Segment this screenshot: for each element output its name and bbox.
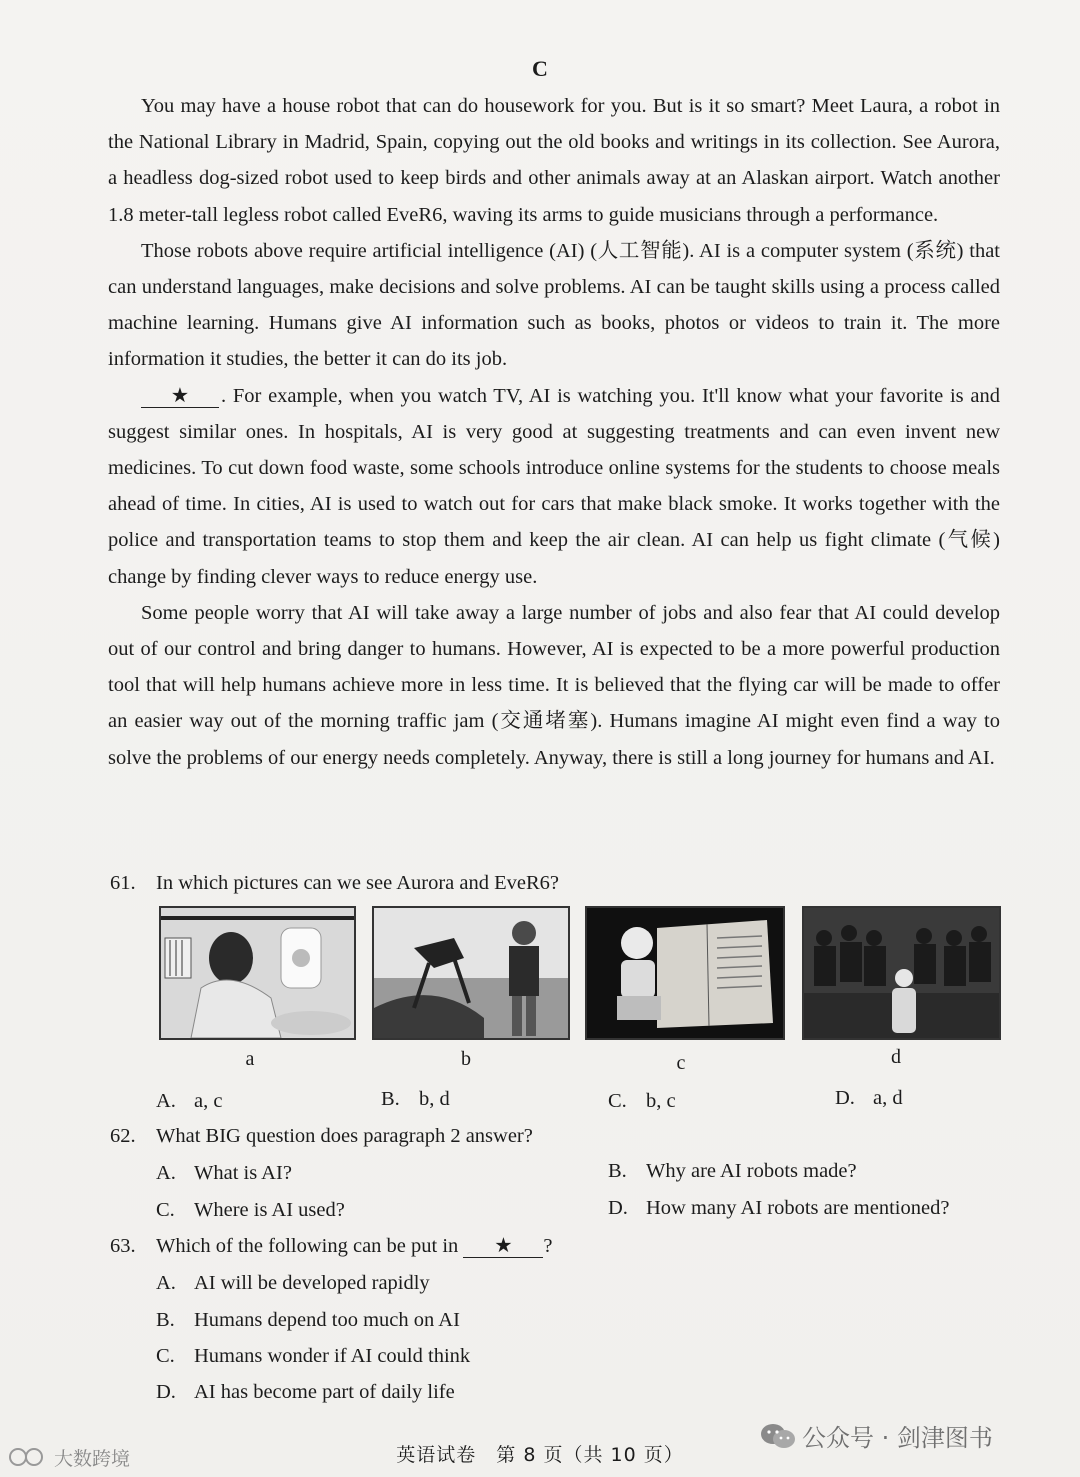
q63-option-d[interactable]: D. AI has become part of daily life [156, 1381, 455, 1403]
q63-option-a[interactable]: A. AI will be developed rapidly [156, 1272, 430, 1294]
star-blank: ★ [463, 1235, 543, 1258]
picture-d [802, 906, 1001, 1040]
q61-option-c[interactable]: C. b, c [608, 1090, 676, 1112]
paragraph-3 [108, 378, 1000, 595]
q63-option-b[interactable]: B. Humans depend too much on AI [156, 1309, 460, 1331]
picture-label-d: d [891, 1046, 901, 1068]
question-text: What BIG question does paragraph 2 answer? [156, 1125, 533, 1147]
question-61 [110, 872, 559, 895]
watermark-left-text: 大数跨境 [54, 1448, 131, 1470]
picture-c [585, 906, 785, 1040]
question-text: In which pictures can we see Aurora and EveR6? [156, 872, 560, 894]
question-text: Which of the following can be put in [156, 1235, 459, 1257]
watermark-account [760, 1418, 993, 1456]
question-number: 61. [110, 872, 136, 894]
q61-option-a[interactable]: A. a, c [156, 1090, 223, 1112]
picture-label-a: a [245, 1048, 255, 1070]
q62-option-c[interactable]: C. Where is AI used? [156, 1199, 345, 1221]
question-62 [110, 1125, 533, 1148]
paragraph-3-text: . For example, when you watch TV, AI is watching you. It'll know what your favorite is and suggest similar ones. In hospitals, AI is very good at suggesting treatments and can even invent new medicines. To cut down food waste, some schools introduce online systems for the students to choose meals ahead of time. In cities, AI is used to watch out for cars that make black smoke. It works together with the police and transportation teams to stop them and keep the air clean. AI can help us fight climate (气候) change by finding clever ways to reduce energy use. [108, 384, 1000, 588]
q63-option-c[interactable]: C. Humans wonder if AI could think [156, 1345, 471, 1367]
watermark-right-text: 公众号 · 剑津图书 [802, 1424, 993, 1452]
q62-option-b[interactable]: B. Why are AI robots made? [608, 1160, 857, 1182]
q62-option-a[interactable]: A. What is AI? [156, 1162, 292, 1184]
picture-b [372, 906, 570, 1040]
question-number: 63. [110, 1235, 136, 1257]
reading-passage [108, 88, 1000, 776]
paragraph-1: You may have a house robot that can do housework for you. But is it so smart? Meet Laura, a robot in the National Library in Madrid, Spain, copying out the old books and writings in its collection. See Aurora, a headless dog-sized robot used to keep birds and other animals away at an Alaskan airport. Watch another 1.8 meter-tall legless robot called EveR6, waving its arms to guide musicians through a performance. [108, 95, 1000, 226]
picture-label-c: c [676, 1052, 686, 1074]
brand-icon [8, 1446, 48, 1473]
question-number: 62. [110, 1125, 136, 1147]
q62-option-d[interactable]: D. How many AI robots are mentioned? [608, 1197, 950, 1219]
page-footer: 英语试卷 第 8 页（共 10 页） [396, 1444, 684, 1466]
picture-a [159, 906, 356, 1040]
q61-option-b[interactable]: B. b, d [381, 1088, 450, 1110]
section-letter: C [532, 56, 548, 81]
question-63 [110, 1235, 553, 1258]
picture-label-b: b [461, 1048, 471, 1070]
wechat-icon [760, 1422, 796, 1456]
paragraph-2: Those robots above require artificial intelligence (AI) (人工智能). AI is a computer system (系统) that can understand languages, make decisions and solve problems. AI can be taught skills using a process called machine learning. Humans give AI information such as books, photos or videos to train it. The more information it studies, the better it can do its job. [108, 239, 1000, 371]
star-blank: ★ [141, 385, 219, 408]
paragraph-4: Some people worry that AI will take away a large number of jobs and also fear that AI could develop out of our control and bring danger to humans. However, AI is expected to be a more powerful production tool that will help humans achieve more in less time. It is believed that the flying car will be made to offer an easier way out of the morning traffic jam (交通堵塞). Humans imagine AI might even find a way to solve the problems of our energy needs completely. Anyway, there is still a long journey for humans and AI. [108, 601, 1000, 769]
q61-option-d[interactable]: D. a, d [835, 1087, 903, 1109]
question-end: ? [543, 1235, 553, 1257]
watermark-source [8, 1444, 130, 1473]
